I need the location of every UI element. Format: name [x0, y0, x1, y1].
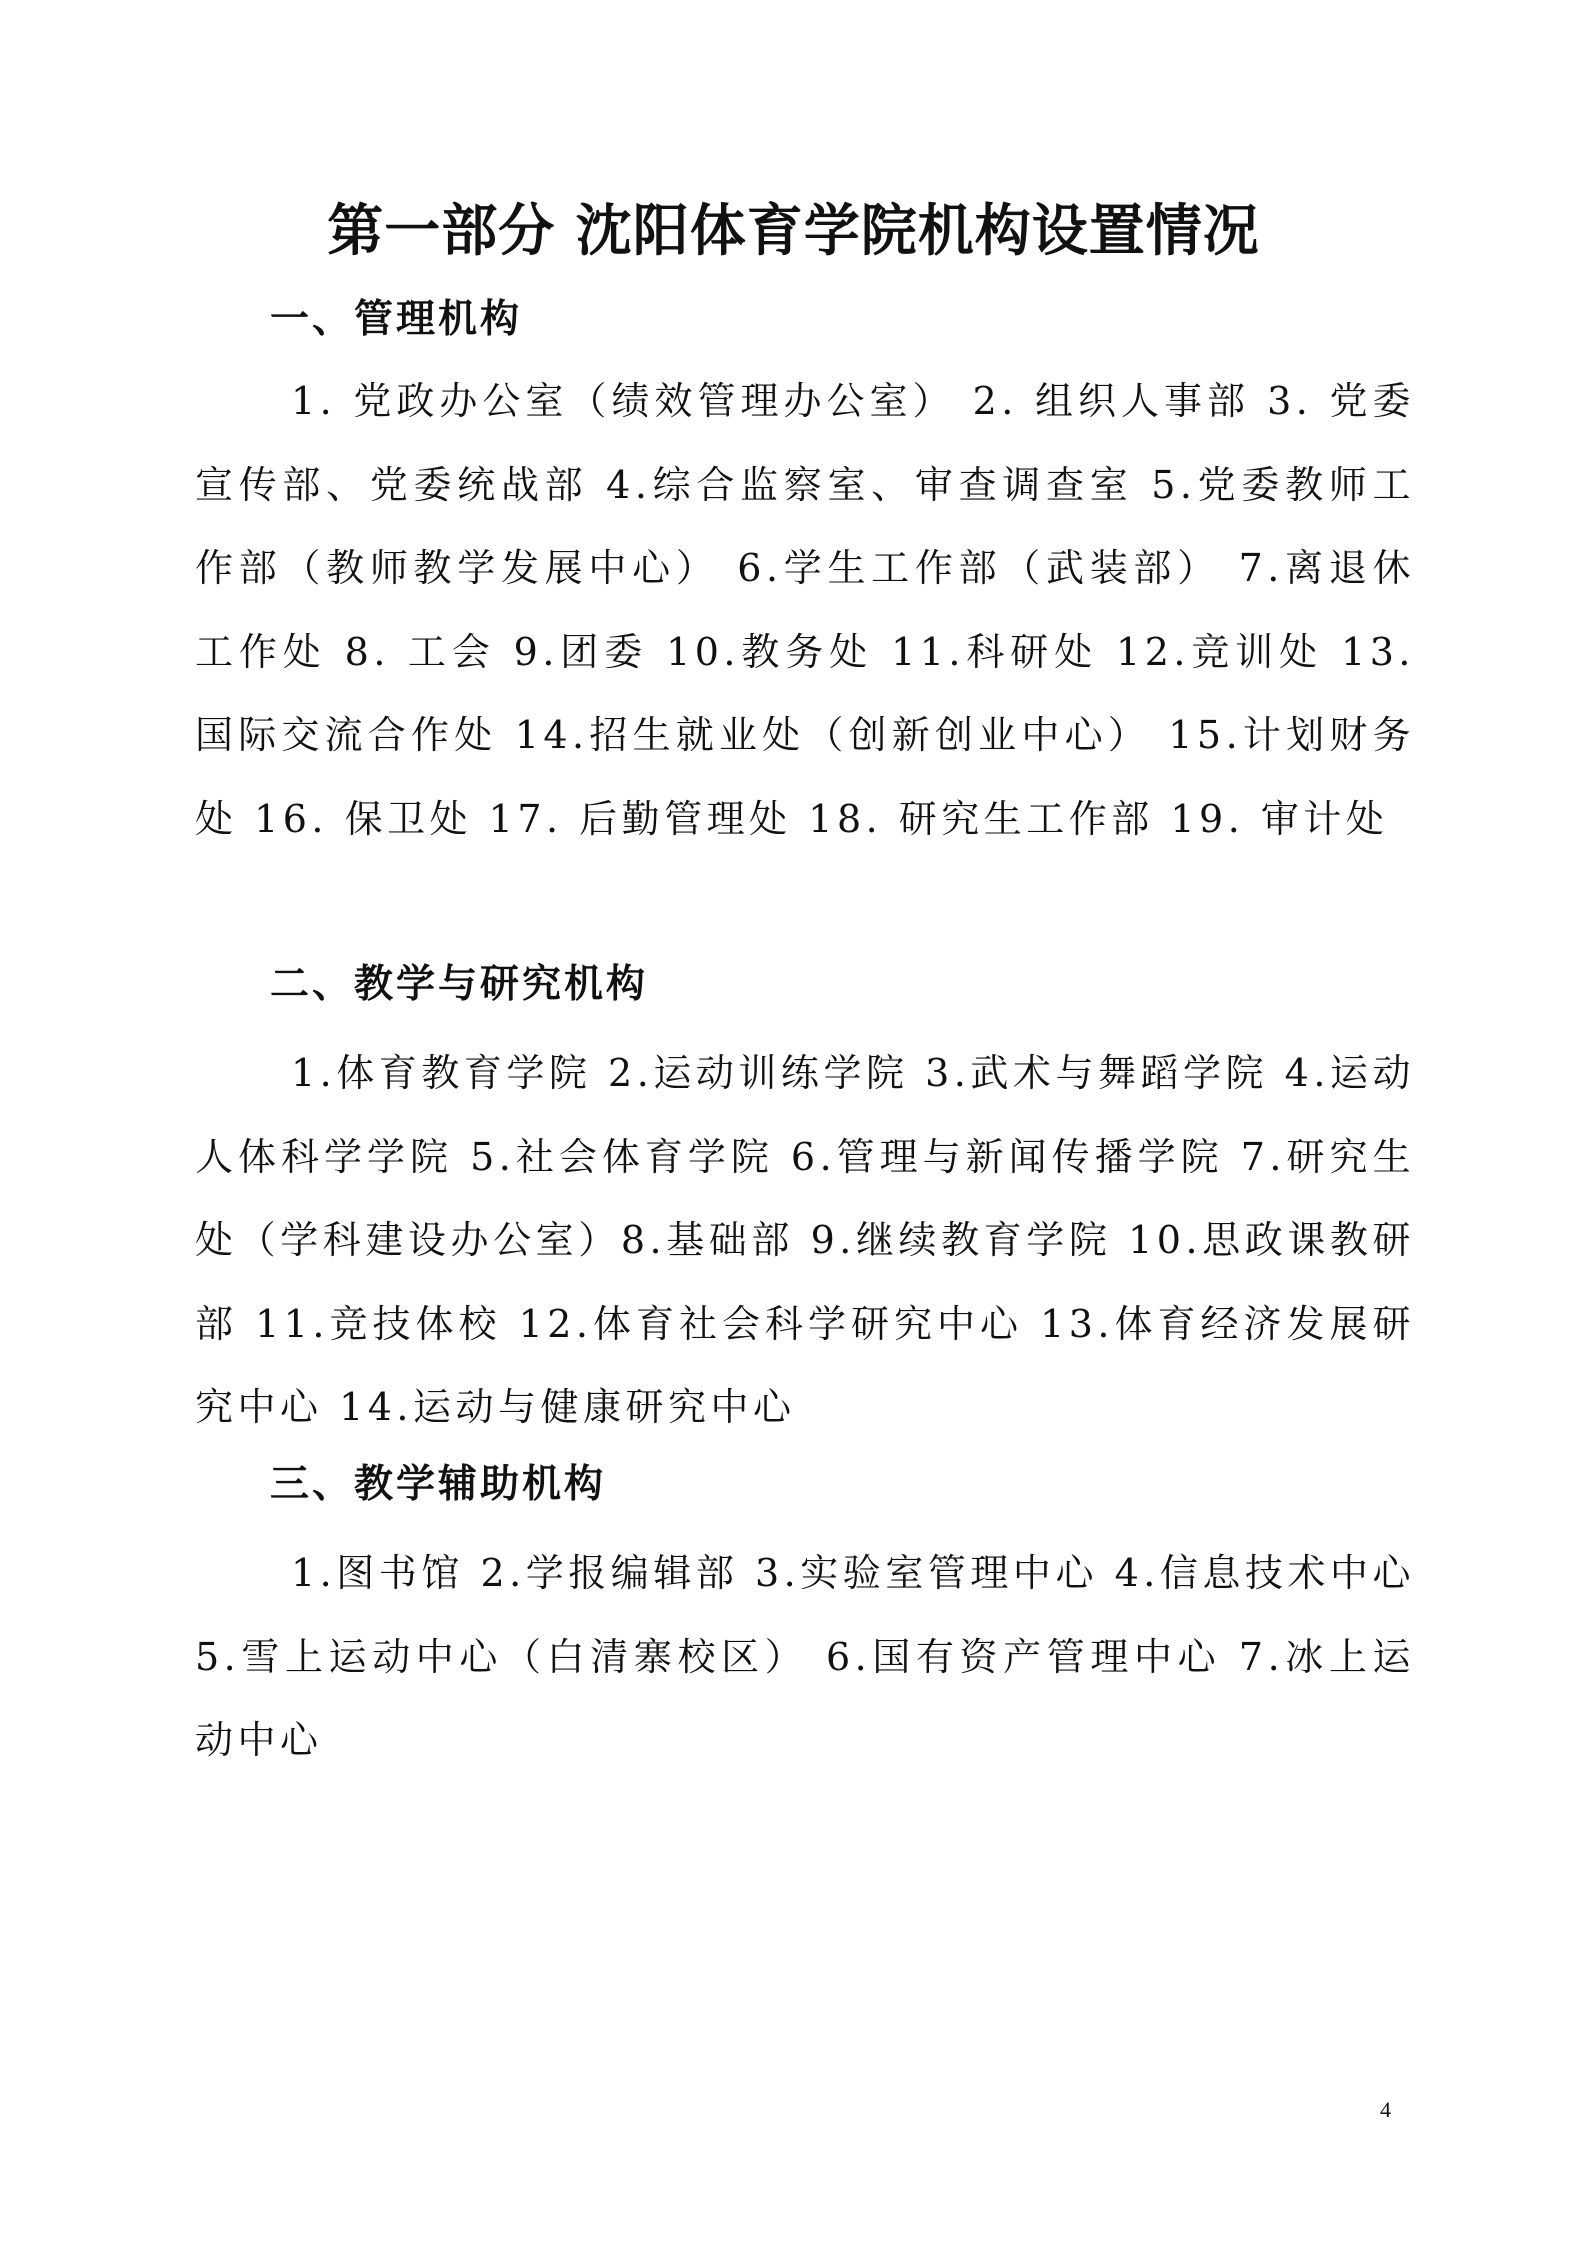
page-title: 第一部分 沈阳体育学院机构设置情况 — [327, 199, 1260, 264]
section-body-management: 1. 党政办公室（绩效管理办公室） 2. 组织人事部 3. 党委宣传部、党委统战部 4.综合监察室、审查调查室 5.党委教师工作部（教师教学发展中心） 6.学生工作部（武装部） 7.离退休工作处 8. 工会 9.团委 10.教务处 11.科研处 12.竞训处 13.国际交流合作处 14.招生就业处（创新创业中心） 15.计划财务处 16. 保卫处 17. 后勤管理处 18. 研究生工作部 19. 审计处 — [195, 379, 1415, 841]
section-heading-management: 一、管理机构 — [270, 297, 523, 342]
section-body-teaching-support: 1.图书馆 2.学报编辑部 3.实验室管理中心 4.信息技术中心 5.雪上运动中心（白清寨校区） 6.国有资产管理中心 7.冰上运动中心 — [195, 1551, 1415, 1762]
section-heading-teaching-support: 三、教学辅助机构 — [270, 1462, 607, 1507]
section-heading-teaching-research: 二、教学与研究机构 — [270, 962, 649, 1007]
page-number: 4 — [1380, 2097, 1391, 2122]
section-body-teaching-research: 1.体育教育学院 2.运动训练学院 3.武术与舞蹈学院 4.运动人体科学学院 5.社会体育学院 6.管理与新闻传播学院 7.研究生处（学科建设办公室）8.基础部 9.继续教育学院 10.思政课教研部 11.竞技体校 12.体育社会科学研究中心 13.体育经济发展研究中心 14.运动与健康研究中心 — [195, 1051, 1415, 1429]
